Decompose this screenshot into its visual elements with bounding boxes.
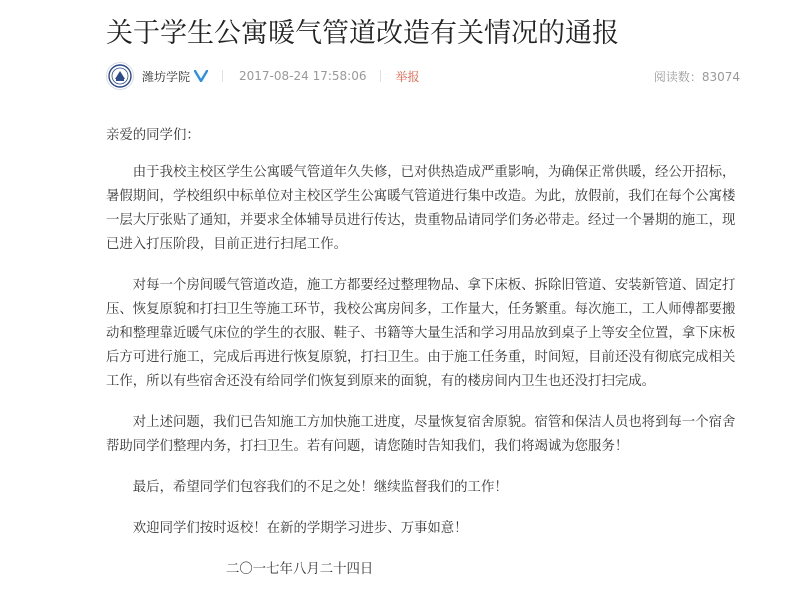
meta-divider (222, 70, 223, 82)
report-link[interactable]: 举报 (395, 69, 420, 84)
body-paragraph: 对上述问题，我们已告知施工方加快施工进度，尽量恢复宿舍原貌。宿管和保洁人员也将到每一个宿舍帮助同学们整理内务，打扫卫生。若有问题，请您随时告知我们，我们将竭诚为您服务！ (106, 415, 736, 454)
read-count: 阅读数：83074 (653, 69, 740, 84)
article-meta-bar (106, 60, 740, 92)
verified-v-icon (194, 70, 208, 82)
body-paragraph: 欢迎同学们按时返校！在新的学期学习进步、万事如意！ (132, 521, 468, 536)
meta-divider (380, 70, 381, 82)
university-seal-icon[interactable] (106, 62, 134, 90)
greeting: 亲爱的同学们： (106, 128, 200, 143)
publish-time: 2017-08-24 17:58:06 (239, 69, 367, 83)
body-paragraph: 由于我校主校区学生公寓暖气管道年久失修，已对供热造成严重影响，为确保正常供暖，经公开招标，暑假期间，学校组织中标单位对主校区学生公寓暖气管道进行集中改造。为此，放假前，我们在每个公寓楼一层大厅张贴了通知，并要求全体辅导员进行传达，贵重物品请同学们务必带走。经过一个暑期的施工，现已进入打压阶段，目前正进行扫尾工作。 (106, 165, 736, 252)
date-signature: 二〇一七年八月二十四日 (226, 562, 374, 577)
body-paragraph: 最后，希望同学们包容我们的不足之处！继续监督我们的工作！ (132, 480, 508, 495)
article-title: 关于学生公寓暖气管道改造有关情况的通报 (106, 18, 619, 49)
author-name[interactable]: 潍坊学院 (142, 69, 191, 84)
article-body (106, 124, 740, 594)
body-paragraph: 对每一个房间暖气管道改造，施工方都要经过整理物品、拿下床板、拆除旧管道、安装新管道、固定打压、恢复原貌和打扫卫生等施工环节，我校公寓房间多，工作量大，任务繁重。每次施工，工人师傅都要搬动和整理靠近暖气床位的学生的衣服、鞋子、书籍等大量生活和学习用品放到桌子上等安全位置，拿下床板后方可进行施工，完成后再进行恢复原貌，打扫卫生。由于施工任务重，时间短，目前还没有彻底完成相关工作，所以有些宿舍还没有给同学们恢复到原来的面貌，有的楼房间内卫生也还没打扫完成。 (106, 278, 736, 389)
